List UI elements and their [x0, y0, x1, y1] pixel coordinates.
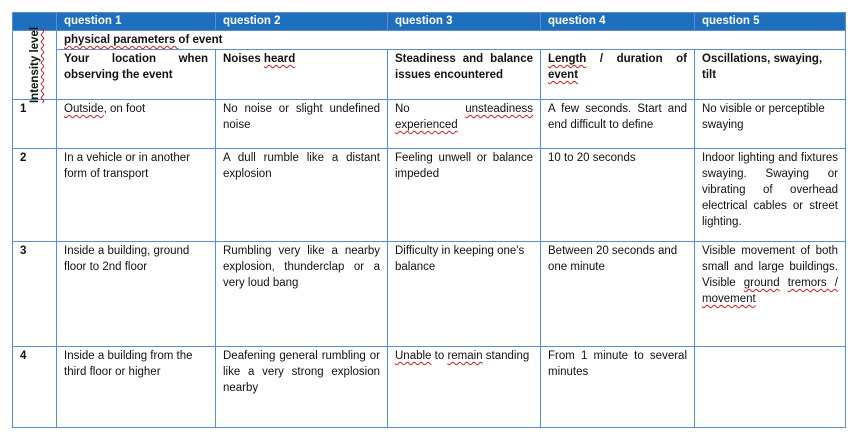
subheader-oscillations: Oscillations, swaying, tilt: [695, 50, 846, 100]
intensity-level-header: [13, 26, 57, 104]
steadiness-cell: [388, 347, 541, 428]
intensity-level-cell: 3: [13, 242, 57, 347]
section-title-part2: of event: [178, 34, 223, 46]
intensity-level-cell: 1: [13, 100, 57, 149]
steadiness-cell-part2: to: [431, 350, 448, 362]
table-row: [13, 149, 846, 242]
steadiness-cell: [388, 100, 541, 149]
header-question-4: question 4: [541, 13, 695, 31]
subheader-noises-part2: heard: [263, 53, 296, 65]
subheader-duration-part3: event: [548, 69, 579, 81]
header-question-5: question 5: [695, 13, 846, 31]
intensity-level-cell: 2: [13, 149, 57, 242]
subheader-duration-part2: / duration of: [586, 53, 687, 65]
noise-cell: Rumbling very like a nearby explosion, thunderclap or a very loud bang: [216, 242, 388, 347]
subheader-duration: [541, 50, 695, 100]
location-cell-part2: , on foot: [103, 103, 146, 115]
oscillation-cell-part2: ground: [743, 277, 780, 289]
location-cell: Inside a building from the third floor or higher: [57, 347, 216, 428]
intensity-level-cell: 4: [13, 347, 57, 428]
header-row: [13, 13, 846, 31]
oscillation-cell-part3: [780, 277, 788, 289]
header-question-1: question 1: [57, 13, 216, 31]
intensity-questionnaire-table: [12, 12, 846, 428]
oscillation-cell: [695, 242, 846, 347]
header-question-2: question 2: [216, 13, 388, 31]
steadiness-cell: Feeling unwell or balance impeded: [388, 149, 541, 242]
duration-cell: A few seconds. Start and end difficult to define: [541, 100, 695, 149]
table-row: [13, 242, 846, 347]
steadiness-cell-part4: standing: [482, 350, 530, 362]
noise-cell: No noise or slight undefined noise: [216, 100, 388, 149]
duration-cell: 10 to 20 seconds: [541, 149, 695, 242]
table-row: [13, 347, 846, 428]
oscillation-cell: Indoor lighting and fixtures swaying. Swaying or vibrating of overhead electrical cables or street lighting.: [695, 149, 846, 242]
section-title-part1: physical parameters: [64, 34, 179, 46]
steadiness-cell-part2: unsteadiness: [465, 103, 533, 115]
location-cell: Inside a building, ground floor to 2nd floor: [57, 242, 216, 347]
noise-cell: A dull rumble like a distant explosion: [216, 149, 388, 242]
oscillation-cell-part1: Visible movement of both small and large buildings. Visible: [702, 245, 838, 289]
intensity-level-label: [29, 27, 41, 103]
steadiness-cell-part4: experienced: [395, 119, 458, 131]
location-cell-part1: Outside: [64, 103, 104, 115]
subheader-location: Your location when observing the event: [57, 50, 216, 100]
subheader-duration-part1: Length: [548, 53, 587, 65]
noise-cell: Deafening general rumbling or like a very strong explosion nearby: [216, 347, 388, 428]
intensity-label-text: Intensity level: [28, 26, 41, 104]
subheader-noises: [216, 50, 388, 100]
steadiness-cell-part3: remain: [447, 350, 483, 362]
section-row: [13, 31, 846, 50]
steadiness-cell-part1: No: [395, 103, 466, 115]
oscillation-cell: [695, 347, 846, 428]
subheader-steadiness: Steadiness and balance issues encountered: [388, 50, 541, 100]
oscillation-cell: No visible or perceptible swaying: [695, 100, 846, 149]
oscillation-cell-part4: tremors / movement: [702, 277, 838, 305]
location-cell: [57, 100, 216, 149]
location-cell: In a vehicle or in another form of transport: [57, 149, 216, 242]
duration-cell: Between 20 seconds and one minute: [541, 242, 695, 347]
header-question-3: question 3: [388, 13, 541, 31]
duration-cell: From 1 minute to several minutes: [541, 347, 695, 428]
subheader-row: [13, 50, 846, 100]
section-title-cell: [57, 31, 846, 50]
table-row: [13, 100, 846, 149]
subheader-noises-part1: Noises: [223, 53, 264, 65]
steadiness-cell: Difficulty in keeping one's balance: [388, 242, 541, 347]
steadiness-cell-part1: Unable: [395, 350, 432, 362]
